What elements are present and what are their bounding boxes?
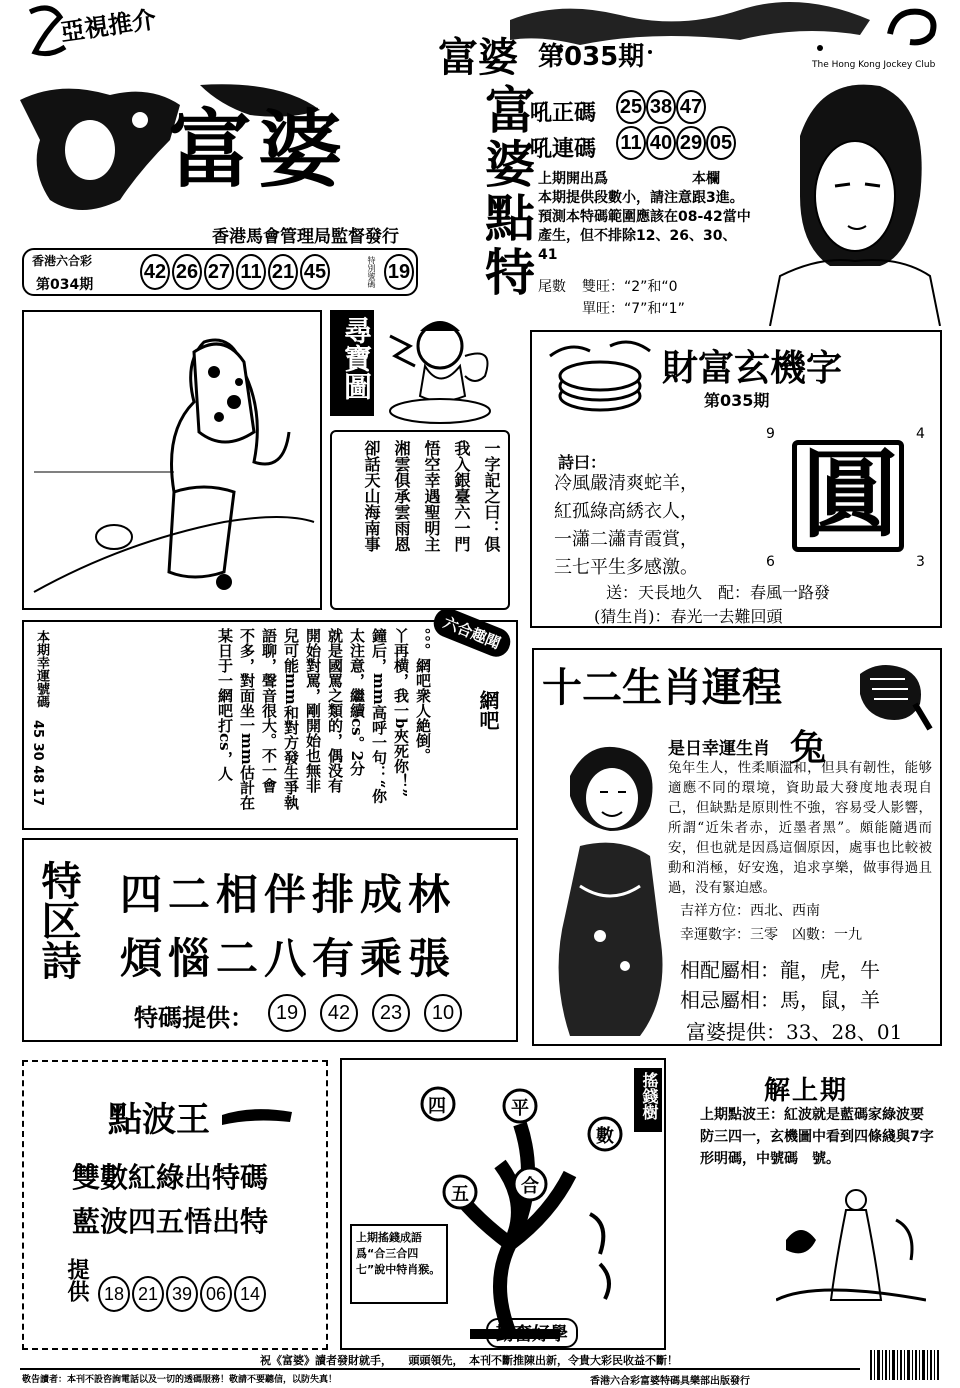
special-poem-line2: 煩惱二八有乘張 bbox=[120, 934, 457, 983]
story-column: 鐘后，mm高呼一句：“你 bbox=[370, 628, 388, 804]
draw-ball: 11 bbox=[236, 254, 266, 290]
special-label: 特別號碼 bbox=[367, 256, 376, 288]
mystic-title: 財富玄機字 bbox=[662, 347, 843, 389]
coins-illustration bbox=[540, 336, 660, 436]
poem-column: 悟空幸遇聖明主 bbox=[422, 440, 441, 552]
zodiac-avoid: 相忌屬相：馬，鼠，羊 bbox=[680, 988, 880, 1012]
zodiac-number: 幸運數字：三零 凶數：一九 bbox=[680, 927, 862, 943]
tail-line-2: 單旺：“7”和“1” bbox=[582, 301, 685, 317]
poem-column: 卻話天山海南事 bbox=[362, 440, 381, 552]
row1-balls bbox=[616, 90, 706, 124]
wave-ball: 21 bbox=[132, 1276, 164, 1312]
story-column: 就是國罵之類的，偶没有 bbox=[326, 628, 344, 793]
brand-title: 富婆 bbox=[168, 100, 349, 199]
tree-fruit: 合 bbox=[521, 1176, 539, 1197]
horseshoe-icon bbox=[880, 4, 940, 54]
draw-ball: 26 bbox=[172, 254, 202, 290]
tail-line-1: 雙旺：“2”和“0 bbox=[582, 279, 678, 295]
point-special-text bbox=[538, 170, 751, 265]
lucky-values: 45 30 48 17 bbox=[30, 720, 45, 806]
mystic-poem-label: 詩曰： bbox=[558, 453, 607, 472]
wave-king-line2: 藍波四五悟出特 bbox=[72, 1205, 269, 1238]
zodiac-provide: 富婆提供：33、28、01 bbox=[686, 1020, 903, 1044]
wave-king-line1: 雙數紅綠出特碼 bbox=[72, 1161, 269, 1194]
wave-king-balls bbox=[98, 1276, 266, 1312]
footer-notice bbox=[22, 1372, 337, 1385]
money-tree-bottom-label: 勤奮好學 bbox=[486, 1318, 578, 1348]
tree-fruit: 五 bbox=[451, 1184, 469, 1205]
barcode-icon bbox=[870, 1350, 940, 1384]
zodiac-lucky-animal: 兔 bbox=[790, 727, 827, 769]
provide-ball: 42 bbox=[320, 994, 358, 1032]
provide-ball: 10 bbox=[424, 994, 462, 1032]
explain-title: 解上期 bbox=[764, 1076, 849, 1106]
cupid-icon bbox=[380, 296, 500, 426]
line: 上期開出爲 本欄 bbox=[538, 171, 720, 187]
wave-king-provide-label: 提供 bbox=[64, 1258, 90, 1302]
line: 41 bbox=[538, 247, 558, 263]
net-story bbox=[214, 628, 434, 824]
lucky-label: 本期幸運號碼 bbox=[34, 630, 49, 708]
barcode bbox=[870, 1350, 940, 1384]
line: 產生，但不排除12、26、30、 bbox=[538, 228, 737, 244]
mystic-poem bbox=[554, 470, 698, 582]
last-draw-label-1: 香港六合彩 bbox=[32, 254, 93, 268]
point-special-title: 富婆點特 bbox=[477, 84, 536, 300]
wave-ball: 18 bbox=[98, 1276, 130, 1312]
woman-portrait bbox=[760, 76, 944, 326]
brand-subtitle: 香港馬會管理局監督發行 bbox=[212, 227, 399, 247]
story-column: 兒可能mm和對方發生爭執 bbox=[282, 628, 300, 810]
poem-column: 我入銀臺六一門 bbox=[452, 440, 471, 552]
fist-illustration bbox=[850, 654, 934, 734]
header-issue: 第035期 bbox=[538, 42, 645, 72]
story-badge: 六合趣聞 bbox=[429, 604, 514, 661]
story-column: 太注意，繼續cs。2分 bbox=[348, 628, 366, 777]
footer-publisher: 香港六合彩富婆特碼具樂部出版發行 bbox=[590, 1376, 750, 1387]
coins-icon bbox=[540, 336, 660, 436]
mystic-num-tl: 9 bbox=[766, 426, 775, 442]
zodiac-desc: 兔年生人，性柔順溫和，但具有韌性，能够適應不同的環境，資助最大發度地表現自己，但缺點是原則性不強，容易受人影響，所謂“近朱者赤，近墨者黑”。頗能隨遇而安，但也就是因爲這個原因，處事也比較被動和消極，好安逸，追求享樂，做事得過且過，没有緊迫感。 bbox=[668, 760, 932, 896]
wave-king-brush bbox=[222, 1100, 292, 1130]
story-column: 不多，對面坐一mm估計在 bbox=[238, 628, 256, 810]
story-title: 網吧 bbox=[476, 690, 500, 730]
big-char: 圓 bbox=[802, 438, 898, 551]
poem-line: 三七平生多感激。 bbox=[554, 557, 698, 578]
line: 本期提供段數小，請注意跟3進。 bbox=[538, 190, 744, 206]
treasure-map-frame bbox=[22, 310, 322, 610]
zodiac-match: 相配屬相：龍，虎，牛 bbox=[680, 958, 880, 982]
top-left-tag: 亞視推介 bbox=[58, 4, 158, 47]
footer-notice-text: 本刊不設咨詢電話以及一切的透碼服務！敬請不要聽信，以防失真！ bbox=[67, 1375, 338, 1385]
treasure-map-illustration bbox=[24, 312, 320, 608]
provide-ball: 19 bbox=[268, 994, 306, 1032]
pick-ball: 25 bbox=[616, 90, 646, 124]
zodiac-lucky-label: 是日幸運生肖 bbox=[668, 739, 770, 759]
jockey-club-logo bbox=[880, 4, 940, 54]
footer-rule bbox=[20, 1368, 860, 1370]
story-column: 某日于一網吧打cs，人 bbox=[216, 628, 234, 781]
wave-king-title: 點波王 bbox=[108, 1100, 210, 1140]
story-column: 丫再横，我一b夾死你！” bbox=[392, 628, 410, 798]
special-provide-balls bbox=[268, 994, 462, 1032]
special-poem-line1: 四二相伴排成林 bbox=[120, 870, 457, 919]
scroll-poem bbox=[356, 440, 506, 600]
scholar-icon bbox=[776, 1180, 926, 1310]
draw-ball: 27 bbox=[204, 254, 234, 290]
last-draw-label-2: 第034期 bbox=[36, 277, 94, 293]
wave-ball: 39 bbox=[166, 1276, 198, 1312]
mystic-num-bl: 6 bbox=[766, 554, 775, 570]
row2-label: 吼連碼 bbox=[530, 137, 597, 162]
provide-ball: 23 bbox=[372, 994, 410, 1032]
footer-slogan: 祝《富婆》讀者發財就手， 頭頭領先， 本刊不斷推陳出新，令貴大彩民收益不斷！ bbox=[260, 1354, 678, 1367]
pick-ball: 38 bbox=[646, 90, 676, 124]
draw-ball: 42 bbox=[140, 254, 170, 290]
tree-fruit: 四 bbox=[428, 1096, 446, 1117]
pick-ball: 47 bbox=[676, 90, 706, 124]
brush-stroke-icon bbox=[222, 1100, 292, 1130]
mystic-num-br: 3 bbox=[916, 554, 925, 570]
pick-ball: 40 bbox=[646, 126, 676, 160]
wave-ball: 06 bbox=[200, 1276, 232, 1312]
woman-portrait-icon bbox=[760, 76, 944, 326]
poem-line: 紅孤綠高綉衣人， bbox=[554, 501, 698, 522]
story-column: 語聊，聲音很大。不一會 bbox=[260, 628, 278, 793]
mystic-guess: (猜生肖)：春光一去難回頭 bbox=[594, 607, 783, 626]
pick-ball: 29 bbox=[676, 126, 706, 160]
scholar-illustration bbox=[776, 1180, 926, 1310]
zodiac-title: 十二生肖運程 bbox=[542, 664, 782, 711]
wave-ball: 14 bbox=[234, 1276, 266, 1312]
explain-text: 上期點波王：紅波就是藍碼家綠波要防三四一，玄機圖中看到四條綫與7字形明碼，中號碼 號。 bbox=[700, 1107, 934, 1167]
row1-label: 吼正碼 bbox=[530, 101, 597, 126]
pick-ball: 05 bbox=[706, 126, 736, 160]
tree-fruit: 數 bbox=[596, 1126, 614, 1147]
last-draw-balls bbox=[140, 254, 330, 290]
poem-column: 一字記之曰：俱 bbox=[482, 440, 501, 552]
pic-title: 尋寶圖 bbox=[340, 316, 373, 400]
fist-icon bbox=[850, 654, 934, 734]
cupid-illustration bbox=[380, 296, 500, 426]
story-column: 。。。網吧衆人絶倒。 bbox=[414, 628, 432, 763]
zodiac-direction: 吉祥方位：西北、西南 bbox=[680, 903, 820, 919]
tail-label: 尾數 bbox=[538, 279, 566, 295]
special-ball: 19 bbox=[384, 254, 414, 290]
poem-column: 湘雲俱承雲雨恩 bbox=[392, 440, 411, 552]
mystic-send: 送：天長地久 配：春風一路發 bbox=[606, 583, 831, 602]
special-poem-side-title: 特区詩 bbox=[35, 860, 82, 980]
draw-ball: 21 bbox=[268, 254, 298, 290]
story-column: 開始對罵，剛開始也無非 bbox=[304, 628, 322, 793]
special-provide-label: 特碼提供： bbox=[134, 1004, 254, 1032]
mystic-num-tr: 4 bbox=[916, 426, 925, 442]
header-title: 富婆 bbox=[438, 34, 518, 81]
poem-line: 一瀟二瀟青霞賞， bbox=[554, 529, 698, 550]
row2-balls bbox=[616, 126, 736, 160]
money-tree-side-label: 搖錢樹 bbox=[640, 1072, 659, 1120]
line: 預測本特碼範圍應該在08-42當中 bbox=[538, 209, 751, 225]
money-tree-note: 上期搖錢成語爲“合三合四七”說中特肖猴。 bbox=[356, 1231, 441, 1276]
tree-fruit: 平 bbox=[511, 1098, 529, 1119]
poem-line: 冷風嚴清爽蛇羊， bbox=[554, 473, 698, 494]
footer-notice-label: 敬告讀者： bbox=[22, 1375, 68, 1385]
jockey-club-text: The Hong Kong Jockey Club bbox=[812, 60, 936, 70]
draw-ball: 45 bbox=[300, 254, 330, 290]
pick-ball: 11 bbox=[616, 126, 646, 160]
mystic-issue: 第035期 bbox=[704, 391, 770, 410]
